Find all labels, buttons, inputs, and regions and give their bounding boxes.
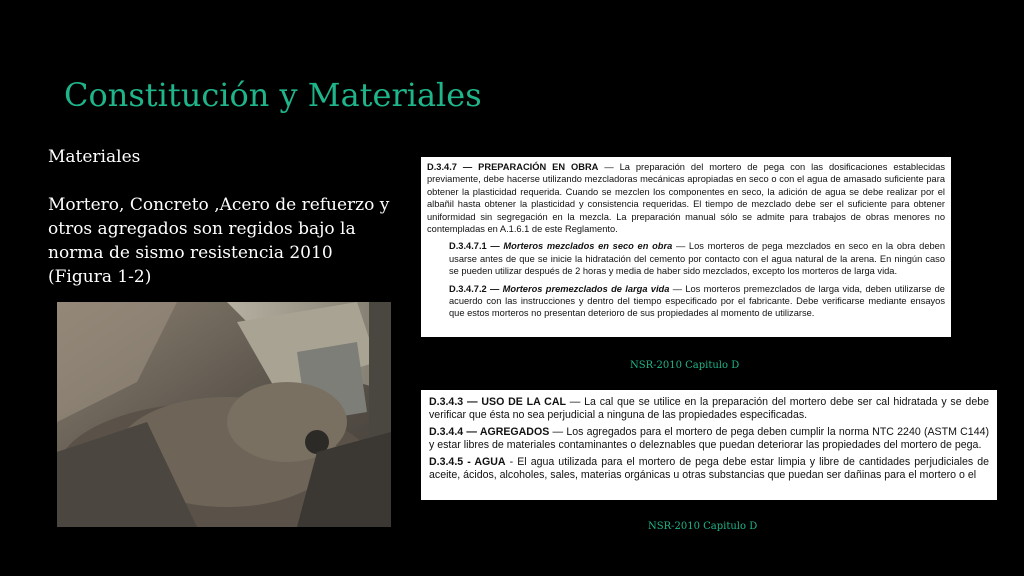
section-3-4-3 <box>429 396 989 421</box>
slide-title: Constitución y Materiales <box>64 76 482 114</box>
section-text: — Los agregados para el mortero de pega deben cumplir la norma NTC 2240 (ASTM C144) y estar libres de materiales contaminantes o deleznables que puedan deteriorar las propiedades del mortero de pega. <box>429 426 990 451</box>
section-3-4-7 <box>427 161 945 235</box>
section-title: Morteros mezclados en seco en obra <box>503 241 673 252</box>
section-code: D.3.4.7.2 — <box>449 283 503 294</box>
section-3-4-5 <box>429 456 989 481</box>
figure-caption: NSR-2010 Capitulo D <box>648 521 758 532</box>
subheading: Materiales <box>48 147 141 167</box>
section-text: - El agua utilizada para el mortero de pega debe estar limpia y libre de cantidades perjudiciales de aceite, ácidos, alcoholes, sales, materias orgánicas u otras substancias que puedan ser dañinas para el mortero o el <box>429 456 989 481</box>
section-text: — Los morteros de pega mezclados en seco en la obra deben usarse antes de que se inicie la hidratación del cemento por contacto con el agua natural de la arena. En ningún caso se pueden utilizar después de 2 horas y media de haber sido mezclados, excepto los morteros de larga vida. <box>449 241 946 277</box>
section-text: — La cal que se utilice en la preparación del mortero debe ser cal hidratada y se debe verificar que ésta no sea perjudicial a ninguna de las propiedades especificadas. <box>429 396 989 421</box>
section-code: D.3.4.4 — AGREGADOS <box>429 426 550 439</box>
section-code: D.3.4.5 - AGUA <box>429 456 506 469</box>
section-text: — Los morteros premezclados de larga vida, deben utilizarse de acuerdo con las instrucciones y dentro del tiempo especificado por el fabricante. Debe verificarse mediante ensayos que estos morteros no presentan deterioro de sus propiedades al momento de utilizarse. <box>449 283 945 319</box>
mortar-photo <box>57 302 391 527</box>
section-title: Morteros premezclados de larga vida <box>502 283 670 294</box>
section-3-4-4 <box>429 426 989 451</box>
figure-caption: NSR-2010 Capitulo D <box>630 360 740 371</box>
section-text: — La preparación del mortero de pega con las dosificaciones establecidas previamente, debe hacerse utilizando mezcladoras mecánicas apropiadas en seco o con el agua de amasado suficiente para obtener la plasticidad requerida. Cuando se mezclen los componentes en seco, la adición de agua se debe realizar por el albañil hasta obtener la plasticidad y consistencia requeridas. El tiempo de mezclado debe ser el suficiente para obtener uniformidad sin segregación en la mezcla. La preparación manual sólo se admite para trabajos de obras menores no contempladas en A.1.6.1 de este Reglamento. <box>427 162 946 235</box>
section-code: D.3.4.3 — USO DE LA CAL <box>429 396 566 408</box>
section-3-4-7-1 <box>449 240 945 277</box>
section-code: D.3.4.7.1 — <box>449 241 504 252</box>
nsr-excerpt-preparacion <box>421 157 951 337</box>
body-text: Mortero, Concreto ,Acero de refuerzo y otros agregados son regidos bajo la norma de sismo resistencia 2010 (Figura 1-2) <box>48 195 390 287</box>
section-code: D.3.4.7 — PREPARACIÓN EN OBRA <box>427 162 599 172</box>
nsr-excerpt-materiales <box>421 390 997 500</box>
section-3-4-7-2 <box>449 283 945 320</box>
